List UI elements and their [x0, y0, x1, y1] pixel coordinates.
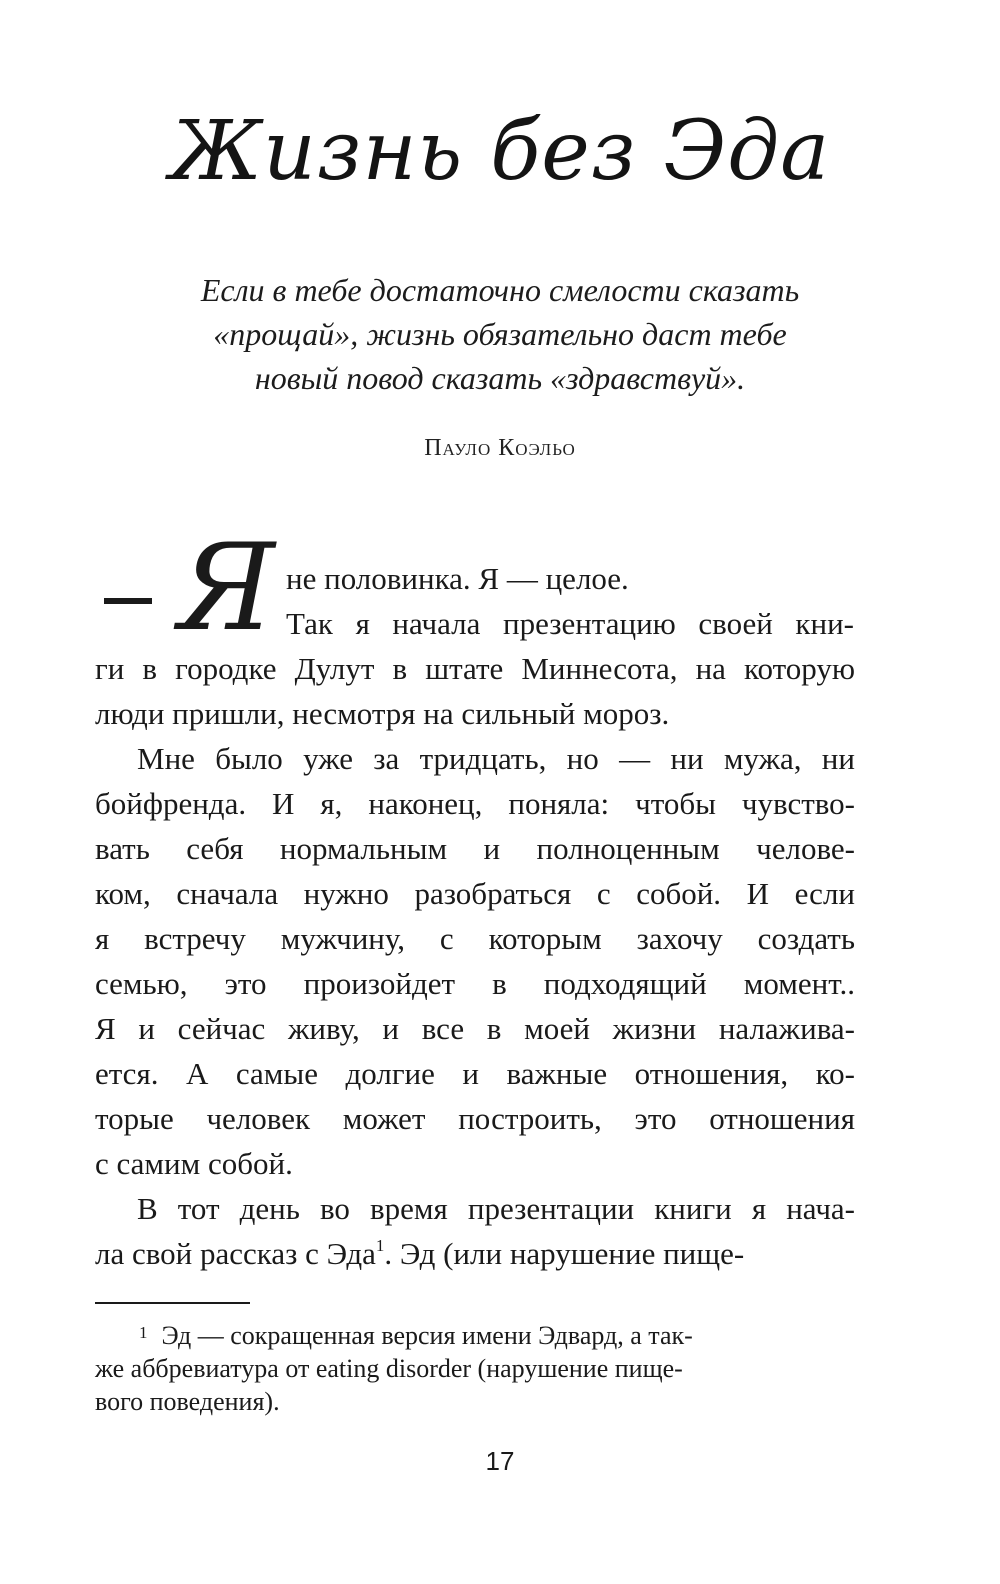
body-line: торые человек может построить, это отношения [95, 1101, 855, 1136]
epigraph [100, 268, 900, 400]
body-line-with-ref [95, 1231, 855, 1276]
body-paragraph-1-indented [286, 601, 854, 646]
body-line-start: ла свой рассказ с Эда [95, 1236, 376, 1271]
body-line: В тот день во время презентации книги я нача- [137, 1191, 855, 1226]
body-line: с самим собой. [95, 1146, 293, 1181]
drop-cap: Я [178, 519, 275, 658]
body-line: Так я начала презентацию своей кни- [286, 606, 854, 641]
epigraph-line: Если в тебе достаточно смелости сказать [200, 272, 800, 308]
body-line: не половинка. Я — целое. [286, 561, 629, 596]
body-line: люди пришли, несмотря на сильный мороз. [95, 696, 670, 731]
footnote-divider [95, 1302, 250, 1304]
opening-dash [104, 598, 152, 604]
footnote-reference[interactable]: 1 [375, 1235, 385, 1255]
body-paragraph-3 [95, 1186, 855, 1276]
body-line: ется. А самые долгие и важные отношения, ко- [95, 1056, 855, 1091]
body-line: вать себя нормальным и полноценным челове- [95, 831, 855, 866]
body-line: бойфренда. И я, наконец, поняла: чтобы чувство- [95, 786, 855, 821]
body-paragraph-2 [95, 736, 855, 1186]
footnote-line: же аббревиатура от eating disorder (нарушение пище- [95, 1354, 683, 1383]
footnote-line: вого поведения). [95, 1387, 280, 1416]
chapter-title: Жизнь без Эда [169, 104, 831, 199]
body-paragraph-1 [95, 646, 855, 736]
body-line: Я и сейчас живу, и все в моей жизни налажива- [95, 1011, 855, 1046]
body-line: я встречу мужчину, с которым захочу создать [95, 921, 855, 956]
epigraph-author: Пауло Коэльо [424, 435, 576, 461]
footnote [95, 1316, 855, 1418]
footnote-text: Эд — сокращенная версия имени Эдвард, а так- [161, 1321, 693, 1350]
body-line: ком, сначала нужно разобраться с собой. И если [95, 876, 855, 911]
body-line: ги в городке Дулут в штате Миннесота, на которую [95, 651, 855, 686]
epigraph-line: «прощай», жизнь обязательно даст тебе [213, 316, 787, 352]
body-line-end: . Эд (или нарушение пище- [384, 1236, 745, 1271]
footnote-line [95, 1316, 855, 1352]
footnote-marker: 1 [139, 1323, 148, 1342]
body-line: семью, это произойдет в подходящий момент.. [95, 966, 855, 1001]
page-number: 17 [485, 1446, 515, 1476]
body-line: Мне было уже за тридцать, но — ни мужа, ни [137, 741, 855, 776]
epigraph-line: новый повод сказать «здравствуй». [254, 360, 746, 396]
